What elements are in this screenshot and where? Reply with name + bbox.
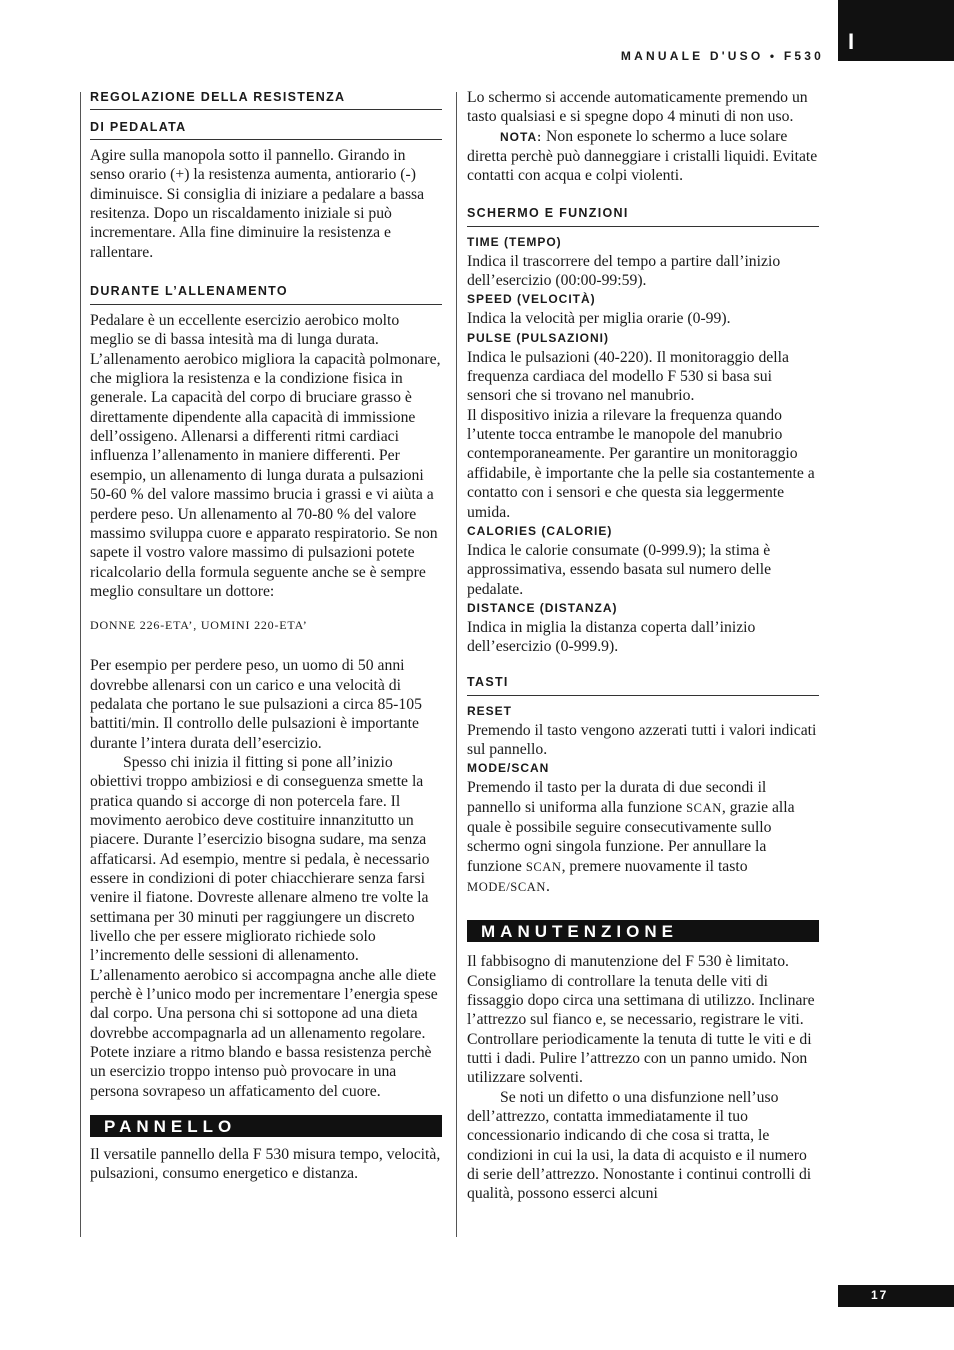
- section-title-schermo: SCHERMO E FUNZIONI: [467, 206, 819, 227]
- section-title-tasti: TASTI: [467, 675, 819, 696]
- function-text-speed: Indica la velocità per miglia orarie (0-99).: [467, 310, 731, 328]
- scan-term-1: SCAN: [686, 800, 722, 815]
- function-text-calories: Indica le calorie consumate (0-999.9); la stima è approssimativa, essendo basata sul numero delle pedalate.: [467, 541, 772, 598]
- key-title-mode-scan: MODE/SCAN: [467, 761, 550, 776]
- function-title-time: TIME (TEMPO): [467, 234, 562, 249]
- function-title-speed: SPEED (VELOCITÀ): [467, 292, 596, 307]
- running-head: MANUALE D'USO • F530: [620, 49, 824, 63]
- note-label: NOTA:: [500, 129, 543, 144]
- paragraph-pannello: Il versatile pannello della F 530 misura tempo, velocità, pulsazioni, consumo energetico e distanza.: [90, 1146, 441, 1183]
- function-title-distance: DISTANCE (DISTANZA): [467, 600, 618, 615]
- paragraph-manutenzione-1: Il fabbisogno di manutenzione del F 530 è limitato. Consigliamo di controllare la tenuta delle viti di fissaggio dopo circa una settimana di utilizzo. Inclinare l’attrezzo sul fianco e, se necessario, registrare le viti. Controllare periodicamente la tenuta di tutte le viti e di tutti i dadi. Pulire l’attrezzo con un panno umido. Non utilizzare solventi.: [467, 953, 815, 1087]
- section-banner-pannello: PANNELLO: [90, 1115, 442, 1137]
- scan-term-2: SCAN: [525, 859, 562, 874]
- mode-scan-term: MODE/SCAN: [467, 879, 547, 894]
- mode-text-part-b: , grazie alla quale è possibile seguire consecutivamente sullo schermo ogni singola funzione. Per annullare la funzione: [467, 798, 795, 875]
- paragraph-allenamento-3: Spesso chi inizia il fitting si pone all’inizio obiettivi troppo ambiziosi e di conseguenza smette la pratica quando si accorge di non potercela fare. Il movimento aerobico deve costituire innanzitutto un piacere. Durante l’esercizio bisogna sudare, ma senza affaticarsi. Ad esempio, mentre si pedala, è necessario essere in condizioni di poter chiacchierare senza farsi venire il fiatone. Dovreste allenare almeno tre volte la settimana per 30 minuti per raggiungere un discreto livello che per essere migliorato richiede solo l’incremento delle sessioni di allenamento. L’allenamento aerobico si accompagna anche alle diete perchè è l’unico modo per incrementare l’energia spese dal corpo. Una persona chi si sottopone ad una dieta dovrebbe accompagnarla ad un allenamento regolare. Potete inziare a ritmo blando e bassa resistenza perchè un esercizio troppo intenso può provocare in una persona sovrapeso un affaticamento del cuore.: [90, 753, 438, 1100]
- section-title-resistenza: REGOLAZIONE DELLA RESISTENZA: [90, 90, 442, 110]
- language-tab-label: I: [848, 29, 855, 54]
- mode-text-part-c: , premere nuovamente il tasto: [561, 857, 748, 875]
- function-title-calories: CALORIES (CALORIE): [467, 523, 613, 538]
- section-banner-manutenzione: MANUTENZIONE: [467, 920, 819, 942]
- key-title-reset: RESET: [467, 703, 513, 718]
- heart-rate-formula: DONNE 226-ETA’, UOMINI 220-ETA’: [90, 618, 308, 633]
- section-title-allenamento: DURANTE L’ALLENAMENTO: [90, 284, 442, 305]
- function-text-time: Indica il trascorrere del tempo a partire dall’inizio dell’esercizio (00:00-99:59).: [467, 252, 781, 290]
- page-number: 17: [871, 1288, 889, 1302]
- mode-text-part-a: Premendo il tasto per la durata di due secondi il pannello si uniforma alla funzione: [467, 779, 767, 816]
- function-text-distance: Indica in miglia la distanza coperta dall’inizio dell’esercizio (0-999.9).: [467, 618, 756, 656]
- paragraph-resistenza: Agire sulla manopola sotto il pannello. Girando in senso orario (+) la resistenza aumenta, antiorario (-) diminuisce. Si consiglia di iniziare a pedalare a bassa resitenza. Dopo un riscaldamento iniziale si può incrementare. Alla fine diminuire la resistenza e rallentare.: [90, 147, 425, 261]
- function-title-pulse: PULSE (PULSAZIONI): [467, 330, 610, 345]
- function-text-pulse-2: Il dispositivo inizia a rilevare la frequenza quando l’utente tocca entrambe le manopole del manubrio contemporaneamente. Per garantire un monitoraggio affidabile, è importante che la pelle sia costantemente a contatto con i sensori e che questa sia leggermente umida.: [467, 406, 815, 521]
- paragraph-allenamento-1: Pedalare è un eccellente esercizio aerobico molto meglio se di bassa intesità ma di lunga durata. L’allenamento aerobico migliora la capacità polmonare, che migliora la resistenza e la condizione fisica in generale. La capacità del corpo di bruciare grasso è direttamente dipendente alla capacità di immissione dell’ossigeno. Allenarsi a differenti ritmi cardiaci influenza l’allenamento in maniere differenti. Per esempio, un allenamento di lunga durata a pulsazioni 50-60 % del valore massimo brucia i grassi e vi aiùta a perdere peso. Un allenamento al 70-80 % del valore massimo sviluppa cuore e apparato respiratorio. Se non sapete il vostro valore massimo di pulsazioni potete ricalcolario della formula seguente anche se è sempre meglio consultare un dottore:: [90, 312, 441, 600]
- page-number-box: [838, 1285, 954, 1307]
- paragraph-allenamento-2: Per esempio per perdere peso, un uomo di 50 anni dovrebbe allenarsi con un carico e una velocità di pedalata che portano le sue pulsazioni a circa 85-105 battiti/min. Il controllo delle pulsazioni è importante durante l’intera durata dell’esercizio.: [90, 657, 422, 752]
- mode-text-part-d: .: [546, 877, 550, 895]
- right-column: [467, 88, 819, 1204]
- note-paragraph: [467, 127, 819, 186]
- key-text-mode-scan: [467, 778, 819, 897]
- left-column: [90, 90, 442, 1184]
- function-text-pulse-1: Indica le pulsazioni (40-220). Il monitoraggio della frequenza cardiaca del modello F 530 si basa sui sensori che si trovano nel manubrio.: [467, 348, 789, 405]
- language-tab: [838, 0, 954, 61]
- center-column-rule: [456, 92, 457, 1237]
- paragraph-schermo-intro: Lo schermo si accende automaticamente premendo un tasto qualsiasi e si spegne dopo 4 minuti di non uso.: [467, 89, 808, 126]
- paragraph-manutenzione-2: Se noti un difetto o una disfunzione nell’uso dell’attrezzo, contatta immediatamente il tuo concessionario indicando di che cosa si tratta, le condizioni in cui la usi, la data di acquisto e il numero di serie dell’attrezzo. Nonostante i continui controlli di qualità, possono esserci alcuni: [467, 1088, 812, 1203]
- left-column-rule: [80, 92, 81, 1237]
- note-text: Non esponete lo schermo a luce solare diretta perchè può danneggiare i cristalli liquidi. Evitate contatti con acqua e colpi violenti.: [467, 127, 818, 185]
- key-text-reset: Premendo il tasto vengono azzerati tutti i valori indicati sul pannello.: [467, 721, 817, 758]
- section-title-pedalata: DI PEDALATA: [90, 110, 442, 140]
